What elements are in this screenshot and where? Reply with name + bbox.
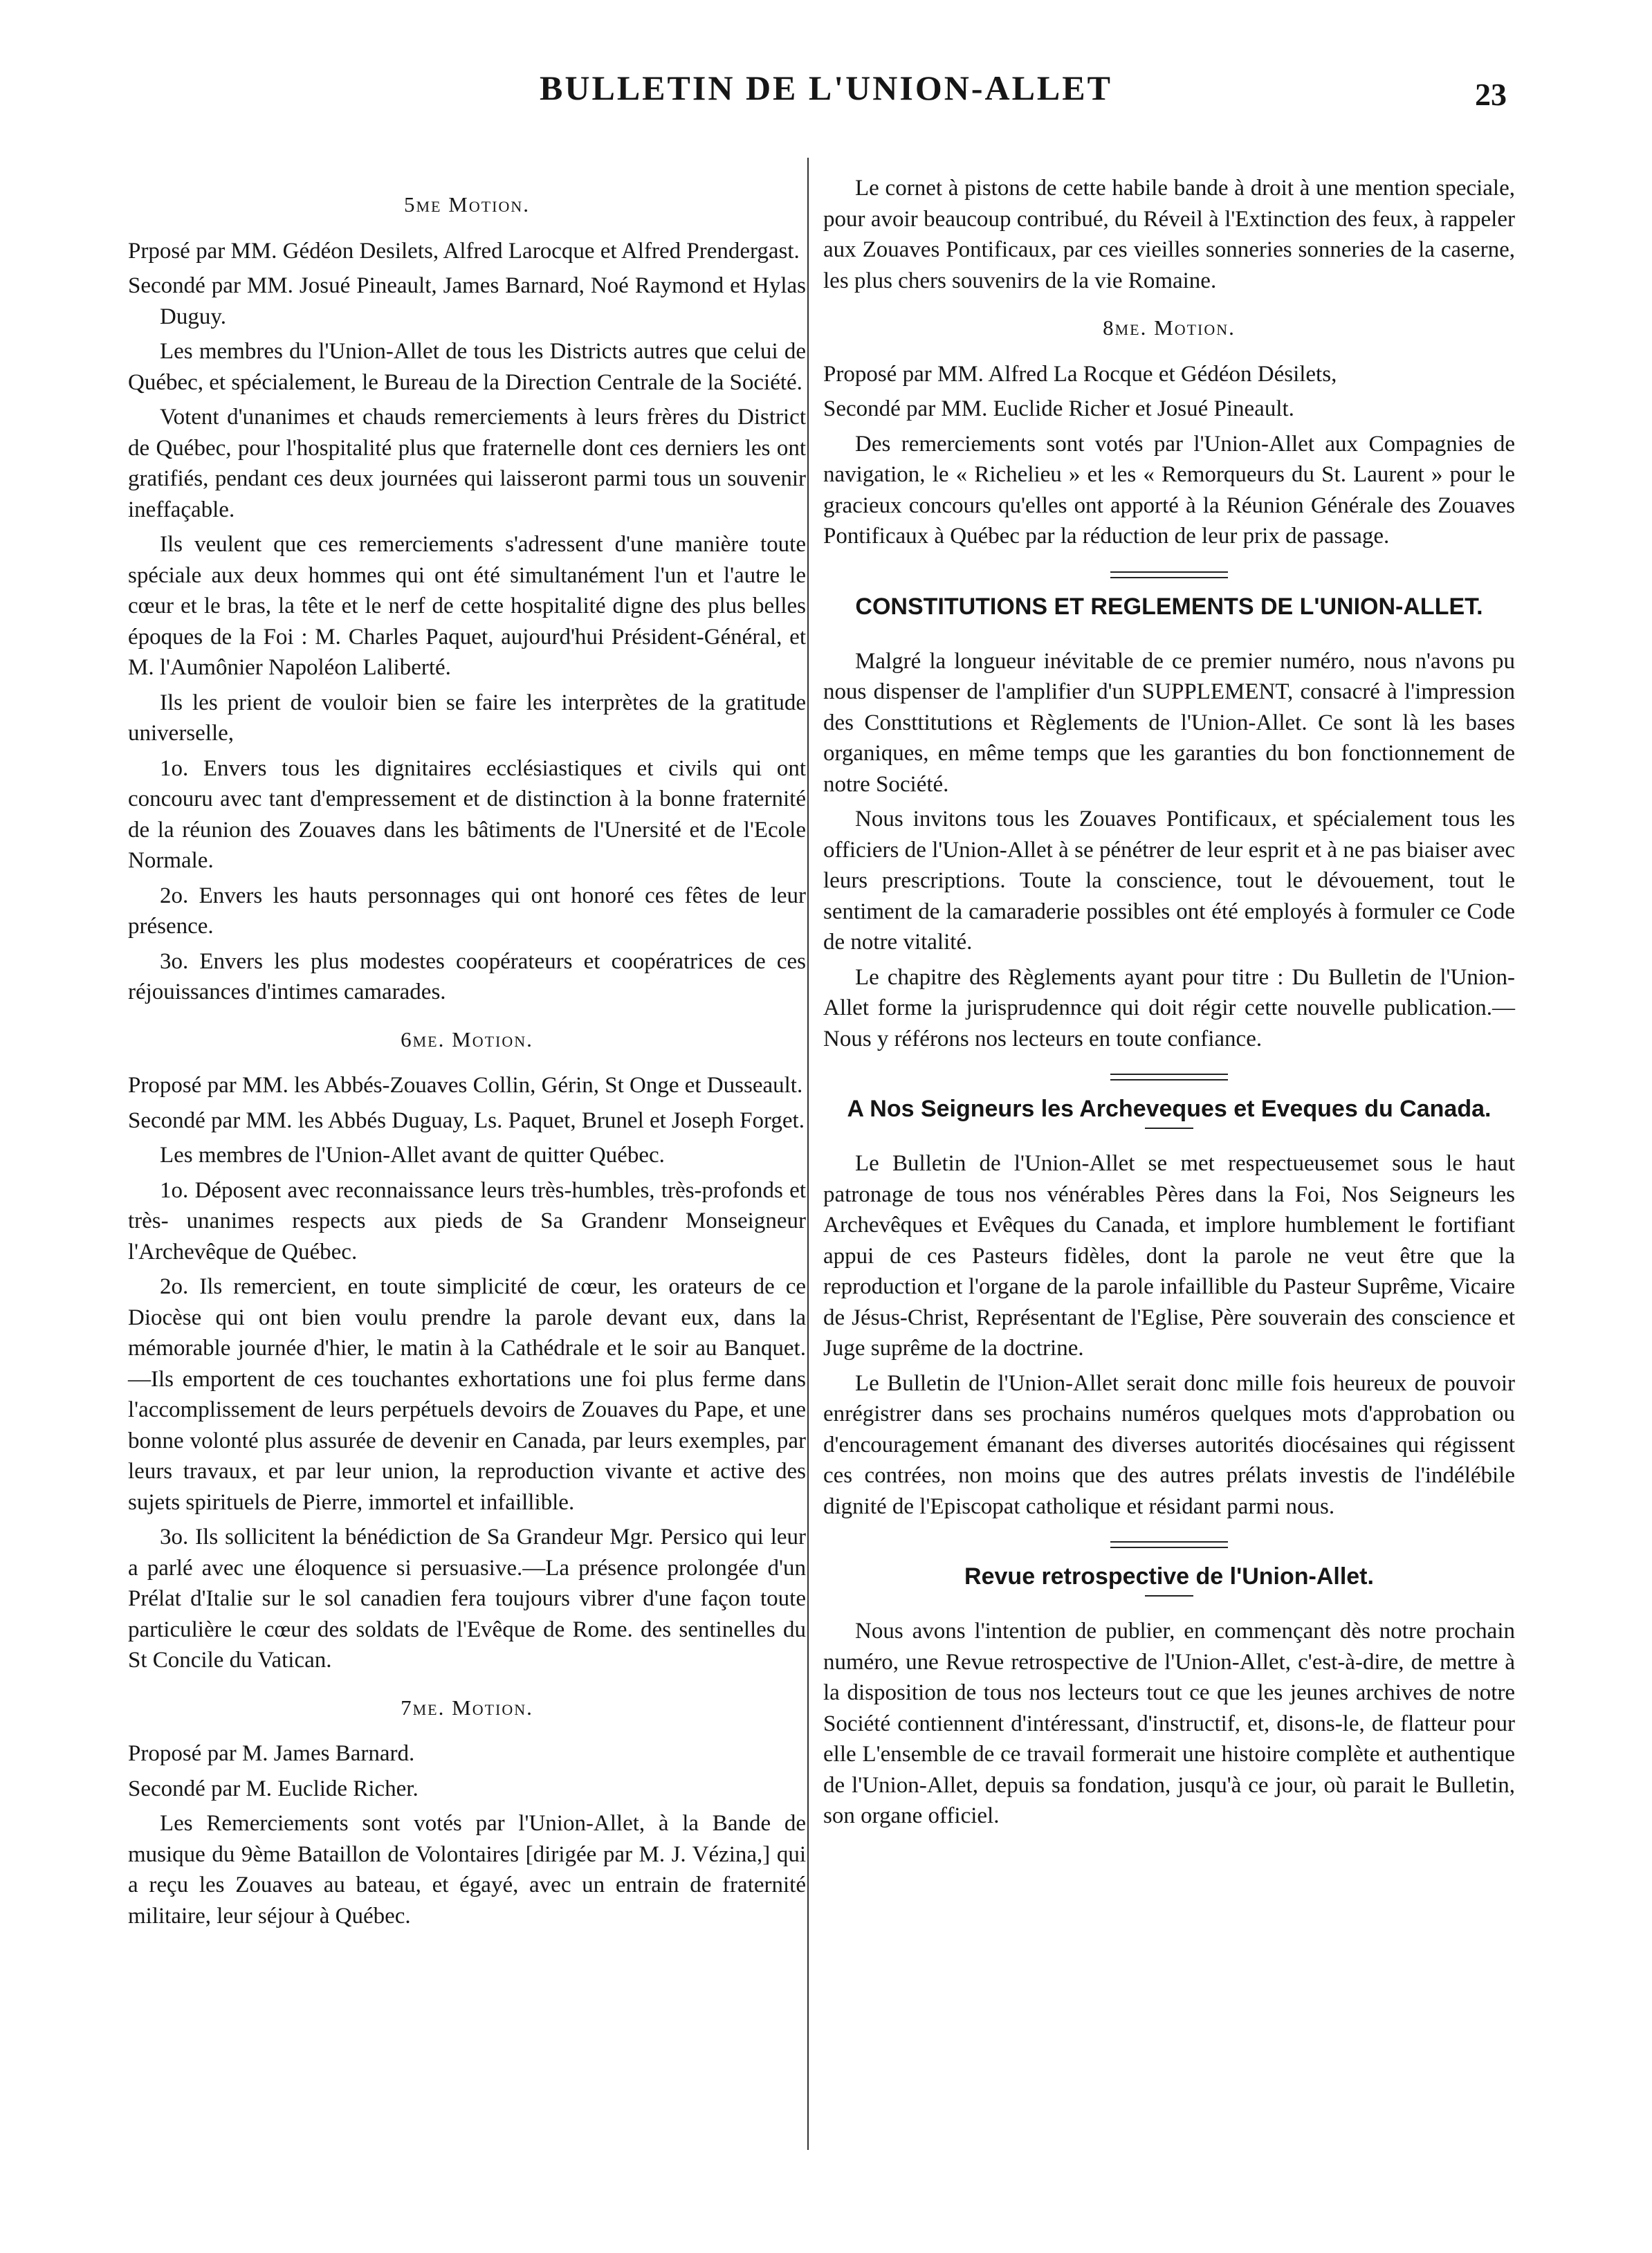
motion-8-title: 8me. Motion.: [1103, 315, 1236, 340]
constitutions-heading: CONSTITUTIONS ET REGLEMENTS DE L'UNION-ALLET.: [855, 593, 1483, 620]
paragraph: Les Remerciements sont votés par l'Union-Allet, à la Bande de musique du 9ème Bataillon de Volontaires [dirigée par M. J. Vézina,] qui a reçu les Zouaves au bateau, et égayé, avec un entrain de fraternité militaire, leur séjour à Québec.: [128, 1811, 806, 1929]
motion-8-seconder: Secondé par MM. Euclide Richer et Josué Pineault.: [823, 396, 1294, 421]
seigneurs-heading: A Nos Seigneurs les Archeveques et Eveques du Canada.: [847, 1096, 1492, 1122]
paragraph: Malgré la longueur inévitable de ce premier numéro, nous n'avons pu nous dispenser de l'amplifier d'un SUPPLEMENT, consacré à l'impression des Consttitutions et Règlements de l'Union-Allet. Ce sont là les bases organiques, en même temps que les garanties du bon fonctionnement de notre Société.: [823, 648, 1515, 797]
column-divider: [807, 158, 809, 2150]
running-header-title: BULLETIN DE L'UNION-ALLET: [540, 68, 1112, 107]
paragraph: Le chapitre des Règlements ayant pour titre : Du Bulletin de l'Union-Allet forme la jurisprudennce qui doit régir cette nouvelle publication.—Nous y référons nos lecteurs en toute confiance.: [823, 964, 1515, 1051]
left-column: [128, 173, 806, 1935]
page-number: 23: [1475, 77, 1507, 112]
paragraph: Le Bulletin de l'Union-Allet se met respectueusemet sous le haut patronage de tous nos vénérables Pères dans la Foi, Nos Seigneurs les Archevêques et Evêques du Canada, et implore humblement le fortifiant appui de ces Pasteurs fidèles, dont la parole ne veut être que la reproduction et l'organe de la parole infaillible du Pasteur Suprême, Vicaire de Jésus-Christ, Représentant de l'Eglise, Père souverain des conscience et Juge suprême de la doctrine.: [823, 1151, 1515, 1361]
heading-underline-rule: [1145, 1595, 1193, 1597]
paragraph: Des remerciements sont votés par l'Union-Allet aux Compagnies de navigation, le « Richelieu » et les « Remorqueurs du St. Laurent » pour le gracieux concours qu'elles ont apporté à la Réunion Générale des Zouaves Pontificaux à Québec par la réduction de leur prix de passage.: [823, 431, 1515, 549]
paragraph: Nous avons l'intention de publier, en commençant dès notre prochain numéro, une Revue retrospective de l'Union-Allet, c'est-à-dire, de mettre à la disposition de tous nos lecteurs tout ce que les jeunes archives de notre Société contiennent d'intéressant, d'instructif, et, disons-le, de flatteur pour elle L'ensemble de ce travail formerait une histoire complète et authentique de l'Union-Allet, depuis sa fondation, jusqu'à ce jour, où parait le Bulletin, son organe officiel.: [823, 1619, 1515, 1828]
paragraph: 2o. Ils remercient, en toute simplicité de cœur, les orateurs de ce Diocèse qui ont bien voulu prendre la parole devant eux, dans la mémorable journée d'hier, le matin à la Cathédrale et le soir au Banquet.—Ils emportent de ces touchantes exhortations une foi plus ferme dans l'accomplissement de leurs perpétuels devoirs de Zouaves du Pape, et une bonne volonté plus assurée de devenir en Canada, par leurs exemples, par leurs travaux, et par leur union, la reproduction vivante et active des sujets spirituels de Pierre, immortel et infaillible.: [128, 1274, 806, 1515]
revue-heading: Revue retrospective de l'Union-Allet.: [964, 1563, 1374, 1590]
paragraph: Le cornet à pistons de cette habile bande à droit à une mention speciale, pour avoir beaucoup contribué, du Réveil à l'Extinction des feux, à rappeler aux Zouaves Pontificaux, par ces vieilles sonneries sonneries de la caserne, les plus chers souvenirs de la vie Romaine.: [823, 176, 1515, 293]
motion-6-seconder: Secondé par MM. les Abbés Duguay, Ls. Paquet, Brunel et Joseph Forget.: [128, 1107, 805, 1133]
section-separator-rule: [1110, 571, 1228, 578]
motion-6-title: 6me. Motion.: [401, 1027, 533, 1051]
paragraph: 1o. Envers tous les dignitaires ecclésiastiques et civils qui ont concouru avec tant d'empressement et de distinction à la bonne fraternité de la réunion des Zouaves dans les bâtiments de l'Unersité et de l'Ecole Normale.: [128, 755, 806, 873]
motion-7-seconder: Secondé par M. Euclide Richer.: [128, 1776, 419, 1801]
paragraph: Le Bulletin de l'Union-Allet serait donc mille fois heureux de pouvoir enrégistrer dans ses prochains numéros quelques mots d'approbation ou d'encouragement émanant des diverses autorités diocésaines qui régissent ces contrées, non moins que des autres prélats investis de l'indélébile dignité de l'Episcopat catholique et résidant parmi nous.: [823, 1370, 1515, 1519]
paragraph: Ils les prient de vouloir bien se faire les interprètes de la gratitude universelle,: [128, 690, 806, 746]
paragraph: 3o. Ils sollicitent la bénédiction de Sa Grandeur Mgr. Persico qui leur a parlé avec une éloquence si persuasive.—La présence prolongée d'un Prélat d'Italie sur le sol canadien fera toujours vibrer d'une façon toute particulière le cœur des soldats de l'Evêque de Rome. des sentinelles du St Concile du Vatican.: [128, 1525, 806, 1673]
motion-6-proposer: Proposé par MM. les Abbés-Zouaves Collin, Gérin, St Onge et Dusseault.: [128, 1073, 803, 1098]
section-separator-rule: [1110, 1541, 1228, 1548]
right-column: [823, 173, 1515, 1836]
paragraph: 1o. Déposent avec reconnaissance leurs très-humbles, très-profonds et très- unanimes respects aux pieds de Sa Grandenr Monseigneur l'Archevêque de Québec.: [128, 1177, 806, 1265]
motion-5-seconder: Secondé par MM. Josué Pineault, James Barnard, Noé Raymond et Hylas Duguy.: [128, 273, 806, 329]
paragraph: 3o. Envers les plus modestes coopérateurs et coopératrices de ces réjouissances d'intimes camarades.: [128, 948, 806, 1004]
heading-underline-rule: [1145, 1128, 1193, 1129]
section-separator-rule: [1110, 1074, 1228, 1080]
paragraph: Votent d'unanimes et chauds remerciements à leurs frères du District de Québec, pour l'hospitalité plus que fraternelle dont ces derniers les ont gratifiés, pendant ces deux journées qui laisseront parmi tous un souvenir ineffaçable.: [128, 405, 806, 522]
motion-7-proposer: Proposé par M. James Barnard.: [128, 1741, 415, 1766]
paragraph: Les membres du l'Union-Allet de tous les Districts autres que celui de Québec, et spécialement, le Bureau de la Direction Centrale de la Société.: [128, 339, 806, 395]
paragraph: Ils veulent que ces remerciements s'adressent d'une manière toute spéciale aux deux hommes qui ont été simultanément l'un et l'autre le cœur et le bras, la tête et le nerf de cette hospitalité digne des plus belles époques de la Foi : M. Charles Paquet, aujourd'hui Président-Général, et M. l'Aumônier Napoléon Laliberté.: [128, 532, 806, 680]
motion-5-title: 5me Motion.: [404, 192, 530, 217]
paragraph: 2o. Envers les hauts personnages qui ont honoré ces fêtes de leur présence.: [128, 883, 806, 939]
motion-5-proposer: Prposé par MM. Gédéon Desilets, Alfred Larocque et Alfred Prendergast.: [128, 238, 800, 264]
motion-7-title: 7me. Motion.: [401, 1695, 533, 1720]
paragraph: Les membres de l'Union-Allet avant de quitter Québec.: [160, 1143, 665, 1168]
paragraph: Nous invitons tous les Zouaves Pontificaux, et spécialement tous les officiers de l'Union-Allet à se pénétrer de leur esprit et à ne pas biaiser avec leurs prescriptions. Toute la conscience, tout le dévouement, tout le sentiment de la camaraderie possibles ont été employés à formuler ce Code de notre vitalité.: [823, 807, 1515, 955]
motion-8-proposer: Proposé par MM. Alfred La Rocque et Gédéon Désilets,: [823, 361, 1337, 387]
